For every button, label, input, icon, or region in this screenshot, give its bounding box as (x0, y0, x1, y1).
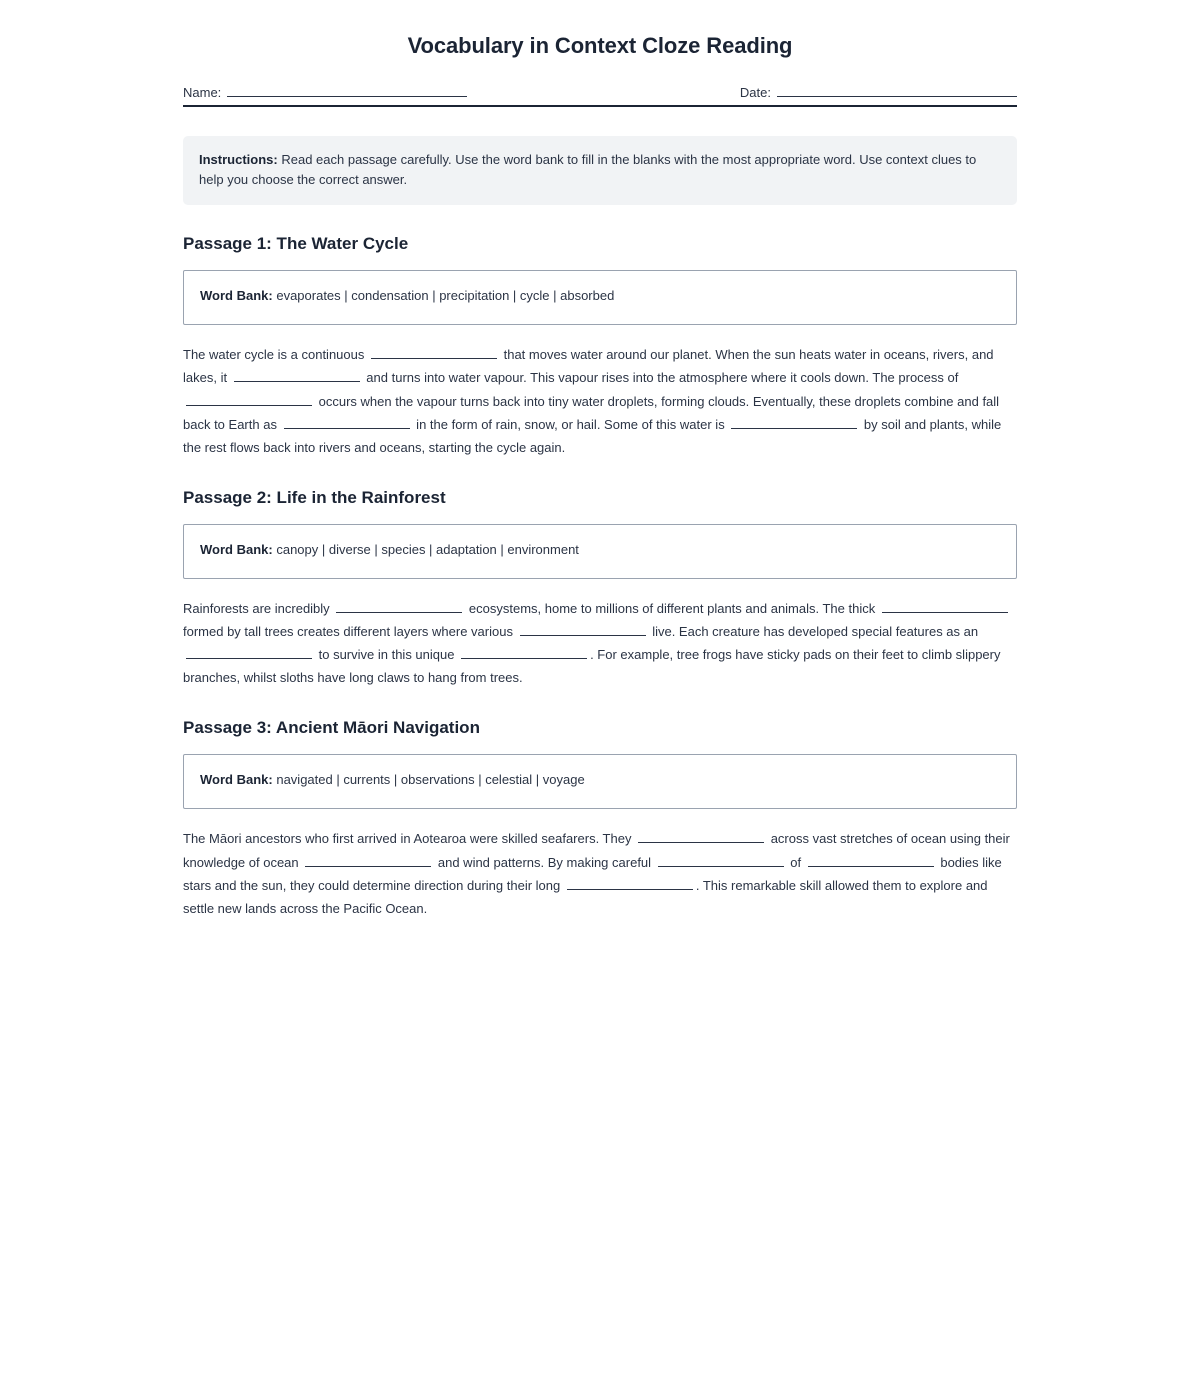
passage-section (183, 488, 1017, 690)
passage-text-segment: The water cycle is a continuous (183, 347, 368, 363)
cloze-blank[interactable] (658, 854, 784, 867)
word-bank-words: canopy | diverse | species | adaptation | environment (276, 541, 579, 557)
passage-text-segment: and turns into water vapour. This vapour rises into the atmosphere where it cools down. The process of (362, 370, 959, 386)
name-label: Name: (183, 85, 222, 100)
cloze-blank[interactable] (186, 393, 312, 406)
passage-text-segment: . This remarkable skill allowed them to explore and settle new lands across the Pacific Ocean. (183, 877, 988, 916)
passage-body (183, 343, 1017, 459)
passage-text-segment: formed by tall trees creates different layers where various (183, 624, 517, 640)
name-field[interactable] (183, 84, 467, 100)
passage-text-segment: Rainforests are incredibly (183, 600, 334, 616)
cloze-blank[interactable] (731, 416, 857, 429)
cloze-blank[interactable] (461, 646, 587, 659)
passage-text-segment: to survive in this unique (315, 647, 459, 663)
word-bank-words: evaporates | condensation | precipitation | cycle | absorbed (276, 288, 615, 304)
word-bank-label: Word Bank: (200, 541, 273, 557)
passage-heading: Passage 3: Ancient Māori Navigation (183, 718, 480, 738)
page-title: Vocabulary in Context Cloze Reading (407, 33, 793, 58)
passage-body (183, 597, 1017, 690)
name-write-line[interactable] (227, 84, 467, 97)
cloze-blank[interactable] (371, 346, 497, 359)
passage-text-segment: occurs when the vapour turns back into tiny water droplets, forming clouds. Eventually, these droplets combine and fall back to Earth as (183, 393, 1000, 432)
cloze-blank[interactable] (567, 877, 693, 890)
word-bank-words: navigated | currents | observations | celestial | voyage (276, 772, 585, 788)
passage-text-segment: across vast stretches of ocean using their knowledge of ocean (183, 831, 1010, 870)
passage-text-segment: live. Each creature has developed special features as an (648, 624, 979, 640)
cloze-blank[interactable] (186, 646, 312, 659)
instructions-box (183, 136, 1017, 205)
date-field[interactable] (740, 84, 1017, 100)
instructions-label: Instructions: (199, 152, 278, 167)
passage-section (183, 718, 1017, 920)
date-label: Date: (739, 85, 771, 100)
word-bank-label: Word Bank: (200, 288, 273, 304)
passage-text-segment: and wind patterns. By making careful (434, 854, 655, 870)
cloze-blank[interactable] (284, 416, 410, 429)
passage-text-segment: in the form of rain, snow, or hail. Some of this water is (412, 416, 729, 432)
passage-heading: Passage 2: Life in the Rainforest (183, 487, 446, 507)
worksheet-content (183, 0, 1017, 933)
word-bank-box (183, 524, 1017, 579)
passage-text-segment: of (786, 854, 805, 870)
cloze-blank[interactable] (882, 600, 1008, 613)
cloze-blank[interactable] (336, 600, 462, 613)
word-bank-label: Word Bank: (200, 772, 273, 788)
date-write-line[interactable] (777, 84, 1017, 97)
instructions-text: Read each passage carefully. Use the word bank to fill in the blanks with the most appropriate word. Use context clues to help you choose the correct answer. (199, 152, 977, 188)
passage-text-segment: that moves water around our planet. When the sun heats water in oceans, rivers, and lakes, it (183, 347, 994, 386)
header-divider (183, 105, 1017, 107)
word-bank-box (183, 270, 1017, 325)
cloze-blank[interactable] (520, 623, 646, 636)
passage-text-segment: ecosystems, home to millions of different plants and animals. The thick (465, 600, 879, 616)
cloze-blank[interactable] (305, 854, 431, 867)
passage-text-segment: The Māori ancestors who first arrived in Aotearoa were skilled seafarers. They (183, 831, 636, 847)
cloze-blank[interactable] (808, 854, 934, 867)
word-bank-box (183, 754, 1017, 809)
passage-text-segment: by soil and plants, while the rest flows back into rivers and oceans, starting the cycle again. (183, 416, 1002, 455)
passage-section (183, 234, 1017, 459)
passages-container (183, 234, 1017, 920)
passage-body (183, 827, 1017, 920)
passage-text-segment: bodies like stars and the sun, they could determine direction during their long (183, 854, 1002, 893)
cloze-blank[interactable] (638, 830, 764, 843)
passage-text-segment: . For example, tree frogs have sticky pads on their feet to climb slippery branches, whilst sloths have long claws to hang from trees. (183, 647, 1001, 686)
student-info-row (183, 84, 1017, 100)
passage-heading: Passage 1: The Water Cycle (183, 234, 409, 254)
cloze-blank[interactable] (234, 369, 360, 382)
